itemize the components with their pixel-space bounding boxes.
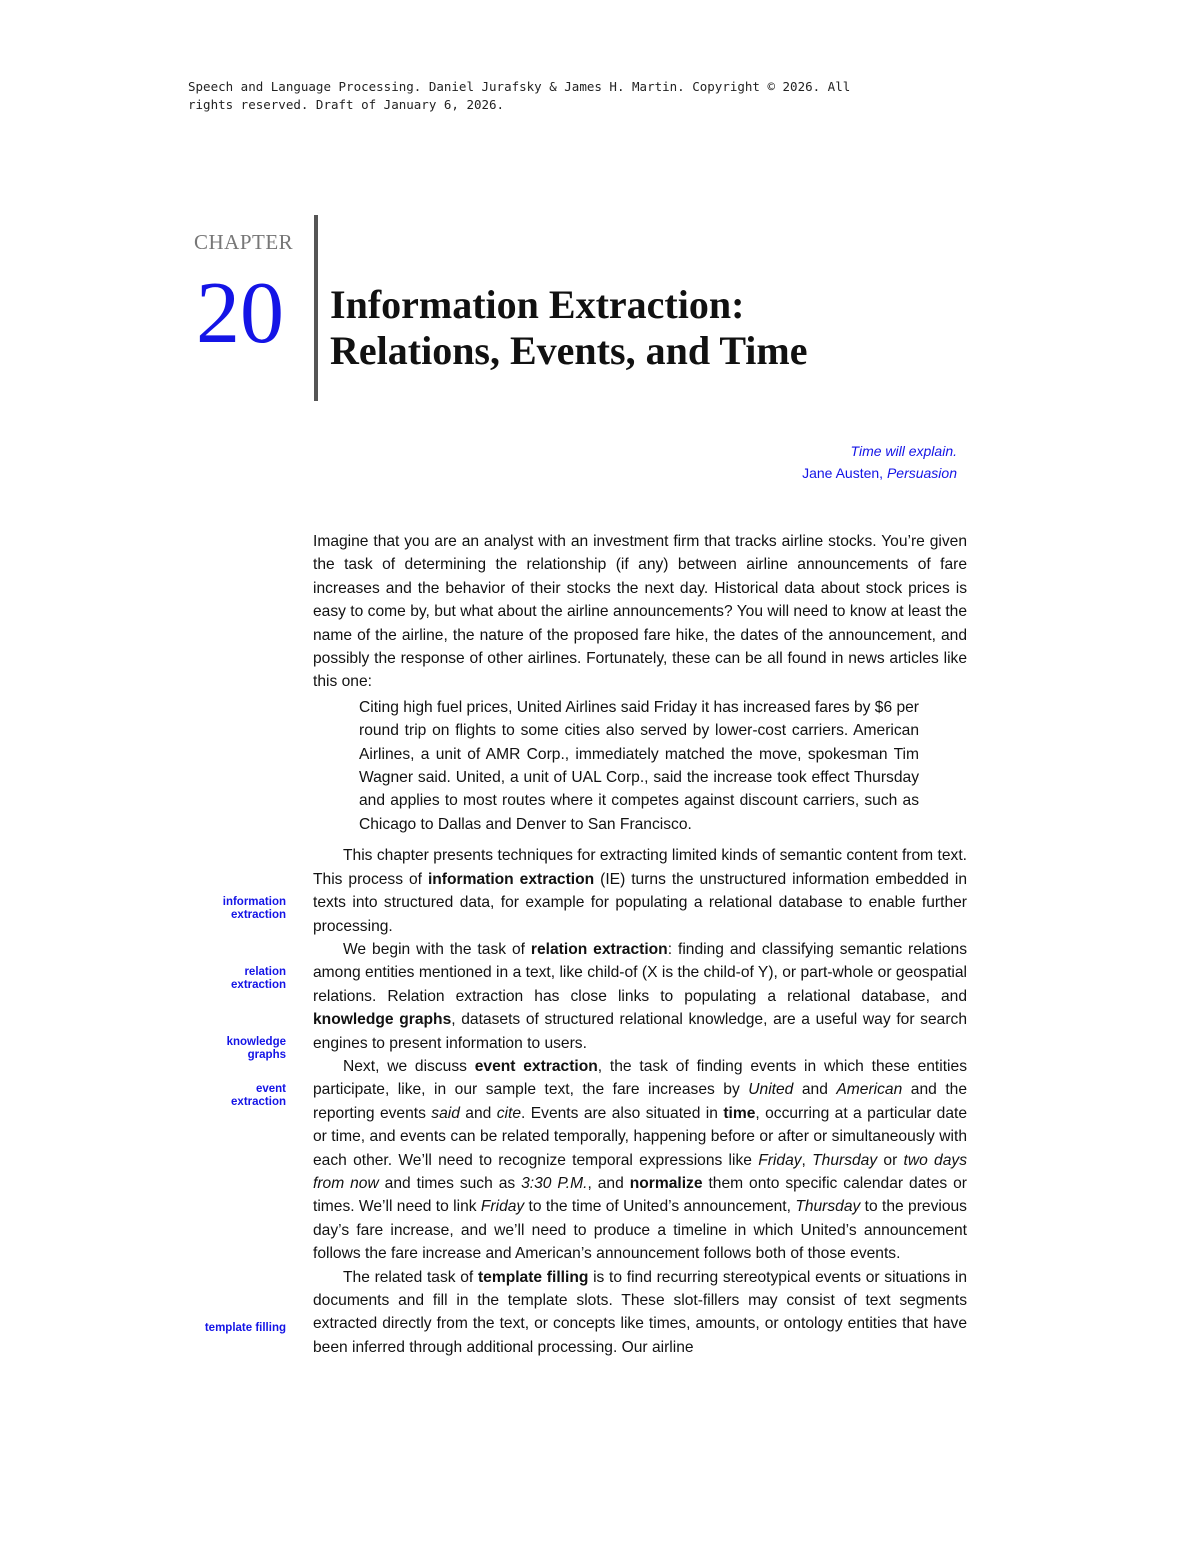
chapter-divider-rule — [314, 215, 318, 401]
chapter-title-line-2: Relations, Events, and Time — [330, 328, 808, 373]
chapter-title — [330, 282, 807, 374]
margin-note-template-filling: template filling — [204, 1322, 286, 1334]
intro-paragraph: Imagine that you are an analyst with an investment firm that tracks airline stocks. You’re given the task of determining the relationship (if any) between airline announcements of fare increases and the behavior of their stocks the next day. Historical data about stock prices is easy to come by, but what about the airline announcements? You will need to know at least the name of the airline, the nature of the proposed fare hike, the dates of the announcement, and possibly the response of other airlines. Fortunately, these can be all found in news articles like this one: — [313, 533, 967, 691]
running-header-line-2: rights reserved. Draft of January 6, 2026. — [188, 97, 505, 112]
paragraph-template-filling: The related task of template filling is to find recurring stereotypical events or situations in documents and fill in the template slots. These slot-fillers may consist of text segments extracted directly from the text, or concepts like times, amounts, or ontology entities that have been inferred through additional processing. Our airline — [313, 1268, 967, 1356]
chapter-title-line-1: Information Extraction: — [330, 282, 745, 327]
term-knowledge-graphs: knowledge graphs — [313, 1011, 452, 1029]
paragraph-information-extraction: This chapter presents techniques for extracting limited kinds of semantic content from text. This process of information extraction (IE) turns the unstructured information embedded in texts into structured data, for example for populating a relational database to enable further processing. — [313, 847, 967, 935]
running-header — [188, 78, 948, 114]
paragraph-relation-extraction: We begin with the task of relation extraction: finding and classifying semantic relations among entities mentioned in a text, like child-of (X is the child-of Y), or part-whole or geospatial relations. Relation extraction has close links to populating a relational database, and knowledge graphs, datasets of structured relational knowledge, are a useful way for search engines to present information to users. — [313, 940, 967, 1052]
term-relation-extraction: relation extraction — [530, 940, 668, 958]
term-information-extraction: information extraction — [427, 870, 595, 888]
epigraph-author: Jane Austen, — [802, 465, 887, 481]
margin-note-event-extraction: event extraction — [231, 1083, 286, 1108]
margin-note-relation-extraction: relation extraction — [231, 966, 286, 991]
epigraph — [802, 440, 957, 484]
epigraph-work: Persuasion — [886, 465, 957, 481]
term-event-extraction: event extraction — [474, 1057, 598, 1075]
margin-note-information-extraction: information extraction — [222, 896, 286, 921]
margin-note-knowledge-graphs: knowledge graphs — [226, 1036, 286, 1061]
chapter-label: CHAPTER — [194, 230, 294, 254]
epigraph-attribution — [802, 462, 957, 484]
running-header-line-1: Speech and Language Processing. Daniel Jurafsky & James H. Martin. Copyright © 2026. All — [188, 79, 851, 94]
term-template-filling: template filling — [477, 1268, 589, 1286]
chapter-number: 20 — [196, 265, 284, 362]
news-quote: Citing high fuel prices, United Airlines said Friday it has increased fares by $6 per round trip on flights to some cities also served by lower-cost carriers. American Airlines, a unit of AMR Corp., immediately matched the move, spokesman Tim Wagner said. United, a unit of UAL Corp., said the increase took effect Thursday and applies to most routes where it competes against discount carriers, such as Chicago to Dallas and Denver to San Francisco. — [359, 698, 919, 833]
term-normalize: normalize — [629, 1174, 703, 1192]
epigraph-quote: Time will explain. — [850, 443, 957, 459]
paragraph-event-extraction: Next, we discuss event extraction, the task of finding events in which these entities participate, like, in our sample text, the fare increases by United and American and the reporting events said and cite. Events are also situated in time, occurring at a particular date or time, and events can be related temporally, happening before or after or simultaneously with each other. We’ll need to recognize temporal expressions like Friday, Thursday or two days from now and times such as 3:30 P.M., and normalize them onto specific calendar dates or times. We’ll need to link Friday to the time of United’s announcement, Thursday to the previous day’s fare increase, and we’ll need to produce a timeline in which United’s announcement follows the fare increase and American’s announcement follows both of those events. — [313, 1057, 968, 1263]
term-time: time — [723, 1104, 756, 1122]
chapter-body — [313, 530, 967, 1359]
